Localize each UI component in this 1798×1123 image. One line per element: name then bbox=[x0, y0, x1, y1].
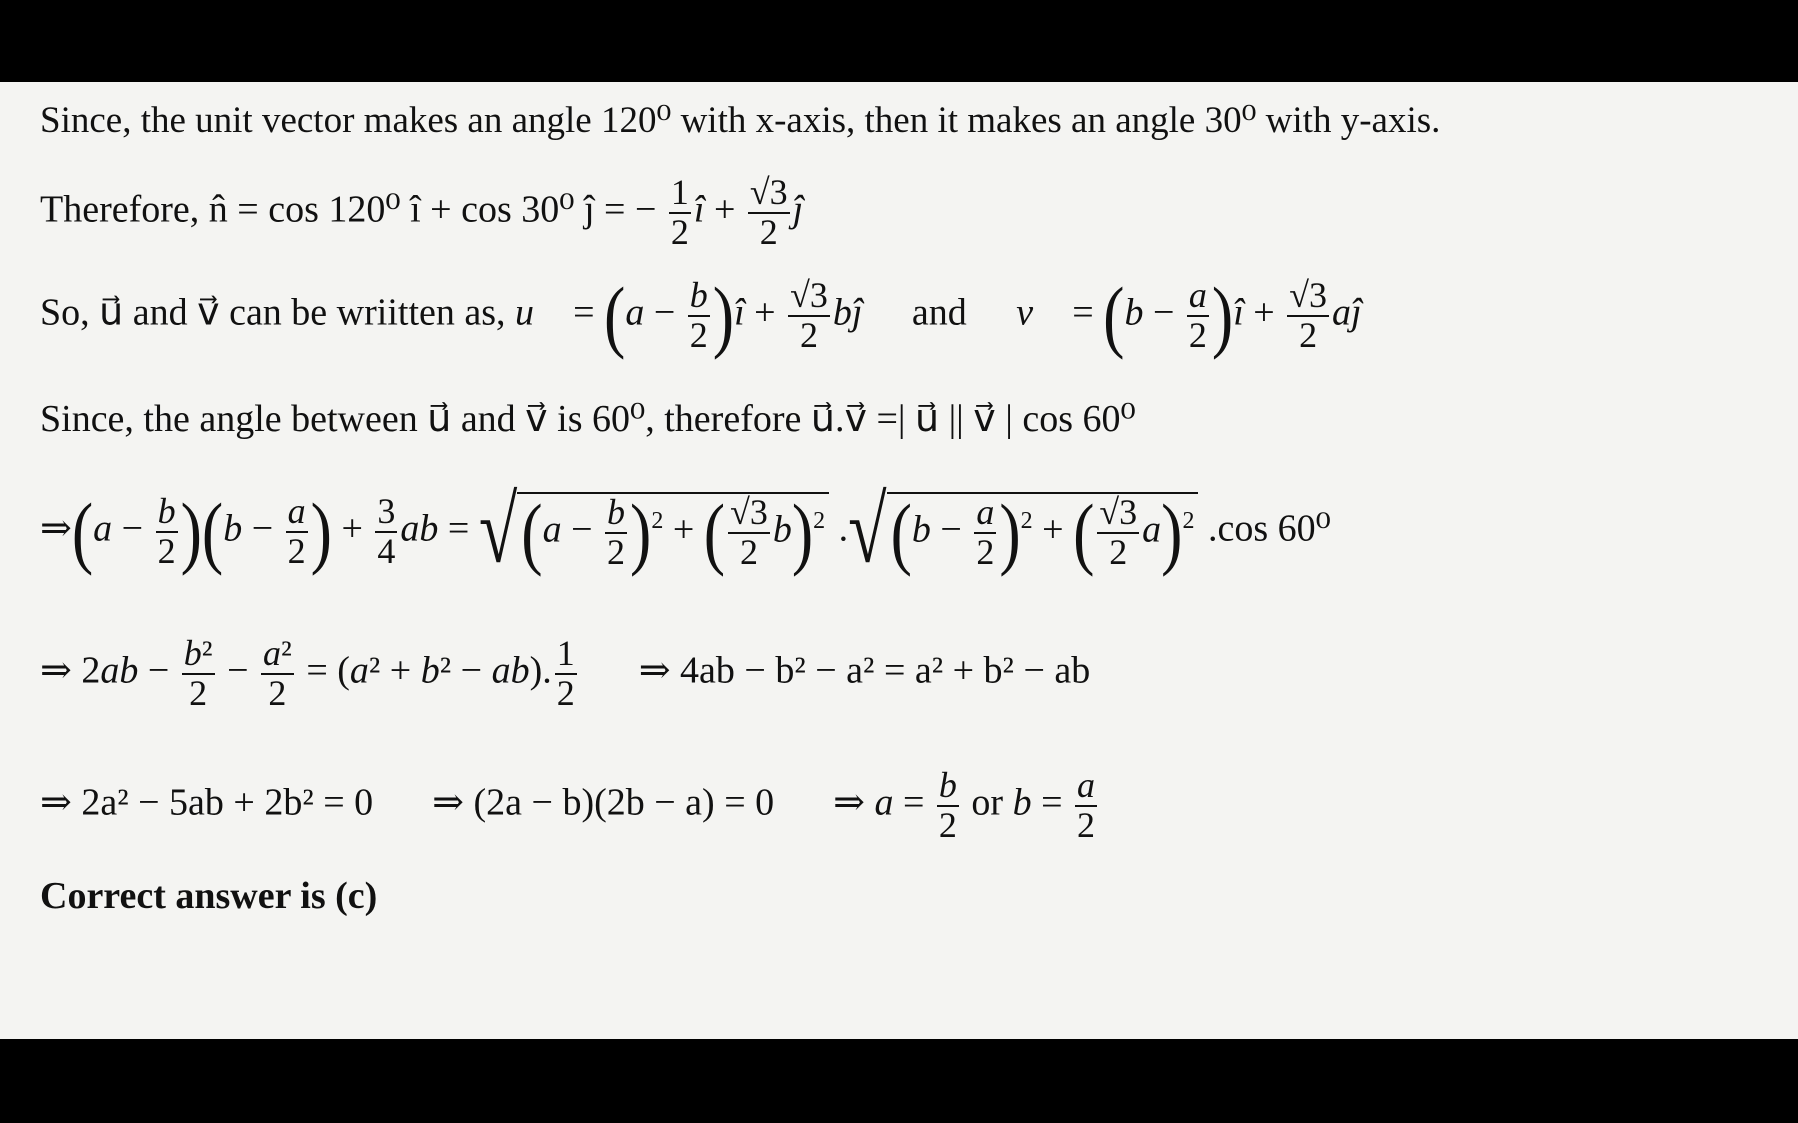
fraction-half: $\frac{1}{2}$ bbox=[670, 172, 689, 252]
simplified-equation-line: ⇒ 2ab − $\frac{\text{b²}}{2}$ − $\frac{\text{a²}}{2}$ = (a² + b² − ab). $\frac{1}{2}$ ⇒ 4ab − b² − a² = a² + b² − ab bbox=[40, 633, 1091, 713]
unit-vector-line: Therefore, n̂ = cos 120⁰ î + cos 30⁰ ĵ = − $\frac{1}{2}$ î + $\frac{√3}{2}$ ĵ bbox=[40, 172, 804, 252]
vectors-intro-text: So, u⃗ and v⃗ can be wriitten as, bbox=[40, 291, 506, 334]
correct-answer: Correct answer is (c) bbox=[40, 875, 378, 917]
cos-factor: .cos 60⁰ bbox=[1207, 507, 1331, 550]
document-page bbox=[0, 82, 1798, 1039]
angle-condition-line: Since, the angle between u⃗ and v⃗ is 60⁰, therefore u⃗.v⃗ =| u⃗ || v⃗ | cos 60⁰ bbox=[40, 398, 1136, 440]
dot-product-equation: ⇒(a − $\frac{b}{2}$ )(b − $\frac{a}{2}$ ) + $\frac{3}{4}$ ab = √(a − $\frac{b}{2}$ )$^2$ + ( $\frac{√3}{2}$ b)$^2$ .√(b − $\frac{a}{2}$ )$^2$ + ( $\frac{√3}{2}$ a)$^2$ .cos 60⁰ bbox=[40, 479, 1331, 584]
statement-line: Since, the unit vector makes an angle 120⁰ with x-axis, then it makes an angle 30⁰ with y-axis. bbox=[40, 100, 1441, 141]
fraction-root3-over-2: $\frac{√3}{2}$ bbox=[749, 172, 788, 252]
quadratic-line: ⇒ 2a² − 5ab + 2b² = 0 ⇒ (2a − b)(2b − a) = 0 ⇒ a = $\frac{b}{2}$ or b = $\frac{a}{2}$ bbox=[40, 765, 1096, 845]
vector-definitions-line: So, u⃗ and v⃗ can be wriitten as, u⃗ = (a − $\frac{b}{2}$ )î + $\frac{√3}{2}$ bĵ and v⃗ = (b − $\frac{a}{2}$ )î + $\frac{√3}{2}$ aĵ bbox=[40, 270, 1362, 360]
factored-equation: ⇒ (2a − b)(2b − a) = 0 bbox=[432, 781, 775, 824]
quadratic-equation: ⇒ 2a² − 5ab + 2b² = 0 bbox=[40, 781, 374, 824]
therefore-label: Therefore, bbox=[40, 188, 200, 231]
expanded-equation: ⇒ 4ab − b² − a² = a² + b² − ab bbox=[638, 649, 1091, 692]
unit-vector-expression: n̂ = cos 120⁰ î + cos 30⁰ ĵ = − bbox=[208, 188, 657, 231]
